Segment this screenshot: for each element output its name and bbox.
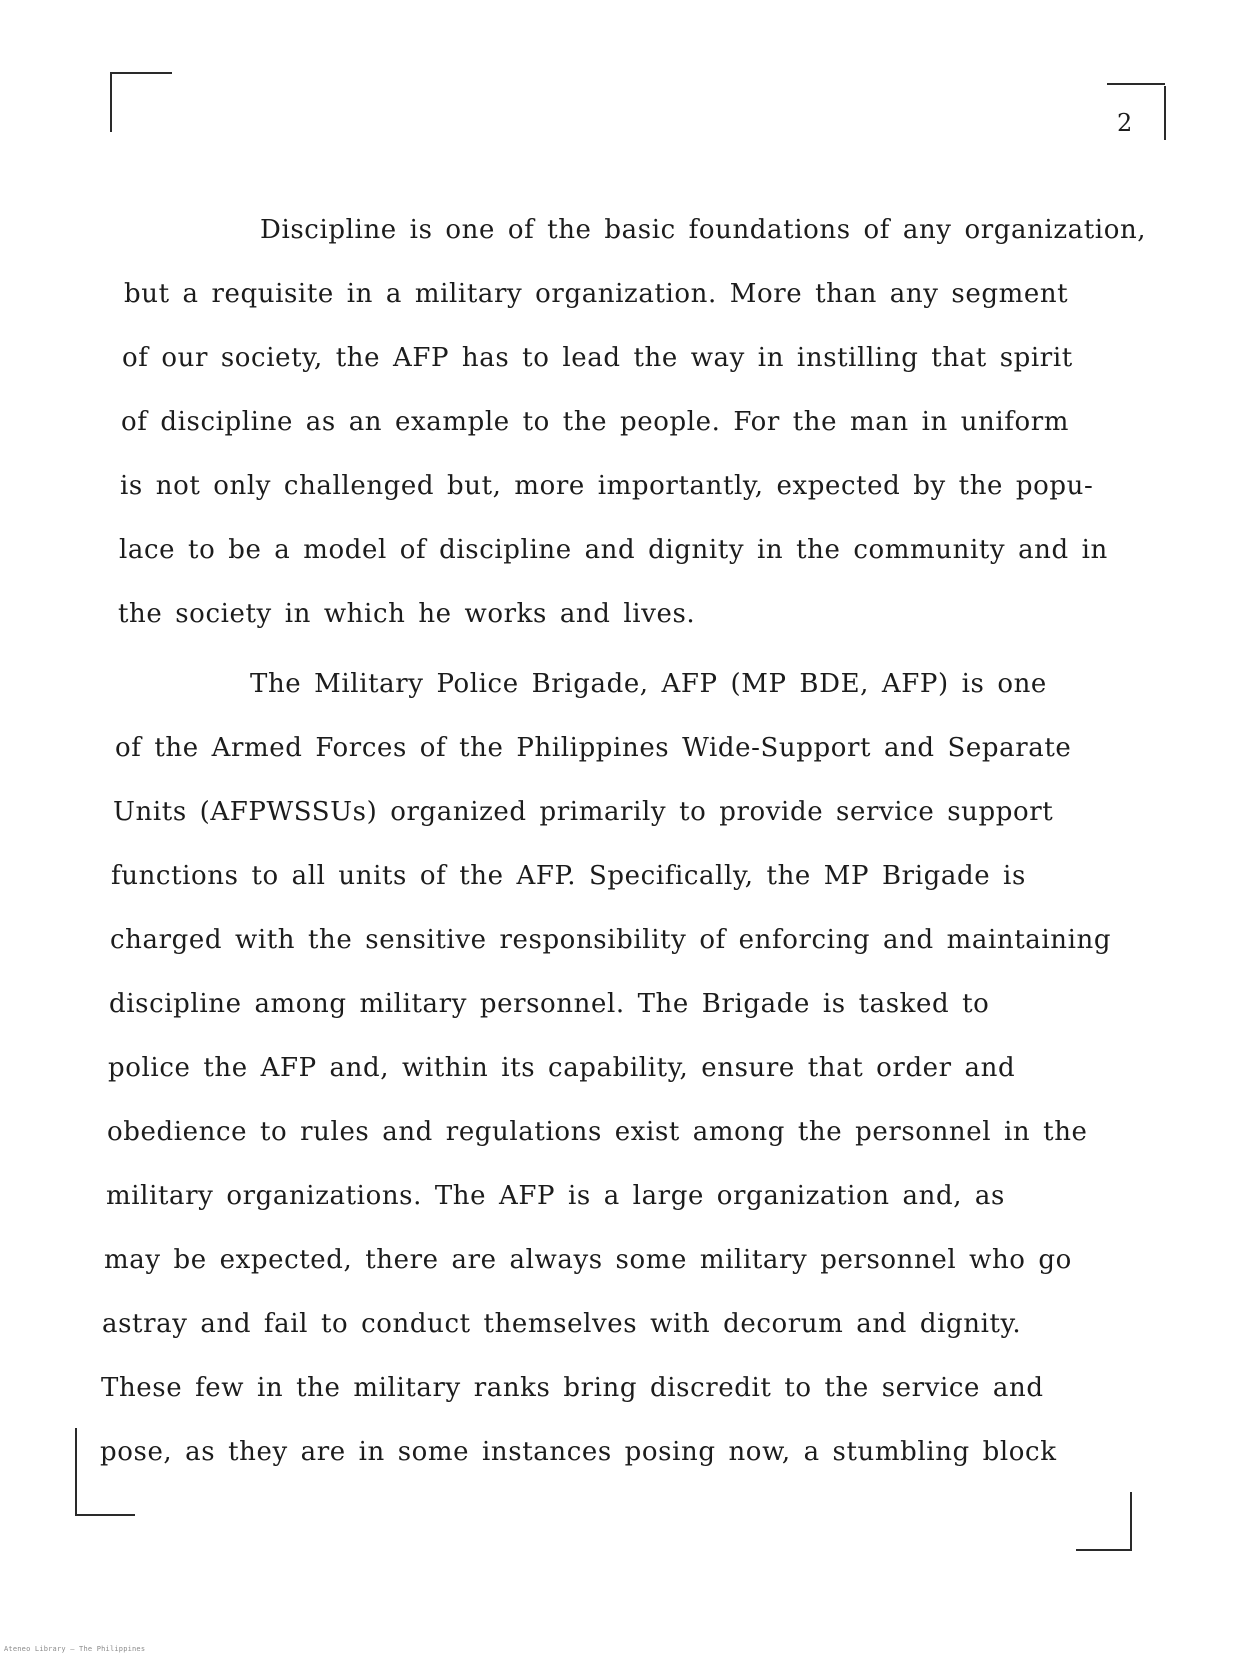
crop-mark-top-left-h bbox=[110, 72, 172, 74]
crop-mark-bottom-right-h bbox=[1076, 1549, 1132, 1551]
text-line: the society in which he works and lives. bbox=[118, 599, 696, 629]
text-line: The Military Police Brigade, AFP (MP BDE, AFP) is one bbox=[250, 669, 1047, 699]
text-line: of discipline as an example to the people. For the man in uniform bbox=[121, 407, 1070, 437]
text-line: pose, as they are in some instances posing now, a stumbling block bbox=[100, 1437, 1057, 1467]
text-line: charged with the sensitive responsibility of enforcing and maintaining bbox=[110, 925, 1112, 955]
text-line: lace to be a model of discipline and dignity in the community and in bbox=[119, 535, 1108, 565]
text-line: military organizations. The AFP is a large organization and, as bbox=[106, 1181, 1005, 1211]
crop-mark-top-left-v bbox=[110, 72, 112, 132]
scan-footer-note: Ateneo Library — The Philippines bbox=[4, 1645, 146, 1653]
page-number: 2 bbox=[1117, 109, 1133, 137]
crop-mark-top-right-h bbox=[1107, 83, 1165, 85]
text-line: Units (AFPWSSUs) organized primarily to provide service support bbox=[113, 797, 1054, 827]
text-line: astray and fail to conduct themselves with decorum and dignity. bbox=[102, 1309, 1022, 1339]
text-line: functions to all units of the AFP. Specifically, the MP Brigade is bbox=[111, 861, 1026, 891]
text-line: but a requisite in a military organization. More than any segment bbox=[124, 279, 1069, 309]
text-line: police the AFP and, within its capability, ensure that order and bbox=[108, 1053, 1016, 1083]
text-line: of the Armed Forces of the Philippines Wide-Support and Separate bbox=[115, 733, 1072, 763]
text-line: These few in the military ranks bring discredit to the service and bbox=[101, 1373, 1044, 1403]
text-line: obedience to rules and regulations exist among the personnel in the bbox=[107, 1117, 1088, 1147]
text-line: discipline among military personnel. The Brigade is tasked to bbox=[109, 989, 990, 1019]
crop-mark-bottom-right-v bbox=[1130, 1492, 1132, 1550]
crop-mark-bottom-left-v bbox=[75, 1428, 77, 1514]
text-line: Discipline is one of the basic foundations of any organization, bbox=[260, 215, 1147, 245]
text-line: is not only challenged but, more importantly, expected by the popu- bbox=[120, 471, 1094, 501]
text-line: may be expected, there are always some military personnel who go bbox=[104, 1245, 1072, 1275]
crop-mark-top-right-v bbox=[1164, 86, 1166, 140]
text-line: of our society, the AFP has to lead the way in instilling that spirit bbox=[122, 343, 1073, 373]
crop-mark-bottom-left-h bbox=[75, 1514, 135, 1516]
